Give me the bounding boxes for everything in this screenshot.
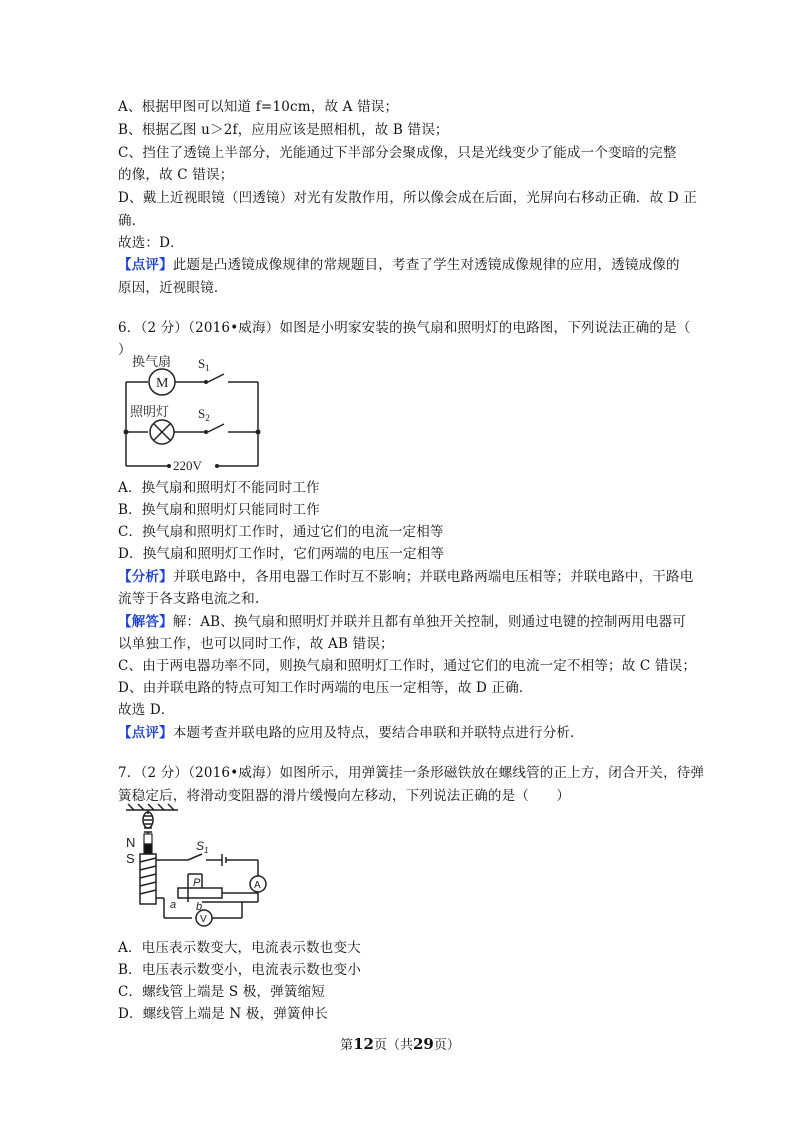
- footer-prefix: 第: [340, 1038, 354, 1053]
- q6-analysis-cont: 流等于各支路电流之和.: [118, 591, 260, 607]
- q6-option-d: D．换气扇和照明灯工作时，它们两端的电压一定相等: [118, 546, 445, 562]
- q5-option-d-explain: D、戴上近视眼镜（凹透镜）对光有发散作用，所以像会成在后面，光屏向右移动正确．故 D 正: [118, 190, 698, 206]
- switch-s2-label: $S_2$: [198, 406, 210, 423]
- q6-solution-line-2: 以单独工作，也可以同时工作，故 AB 错误；: [118, 636, 394, 652]
- switch-s1-label: $S_1$: [196, 839, 209, 855]
- q7-stem-cont: 簧稳定后，将滑动变阻器的滑片缓慢向左移动，下列说法正确的是（ ）: [118, 788, 571, 804]
- q6-solution-line-4: D、由并联电路的特点可知工作时两端的电压一定相等，故 D 正确．: [118, 680, 533, 696]
- footer-mid: 页（共: [373, 1038, 413, 1053]
- rheostat-symbol: [178, 888, 222, 898]
- q6-stem-cont: ）: [118, 342, 132, 358]
- q7-option-a: A．电压表示数变大，电流表示数也变大: [118, 940, 361, 956]
- voltage-label: 220V: [173, 458, 202, 473]
- q6-stem: 6．（2 分）（2016•威海）如图是小明家安装的换气扇和照明灯的电路图，下列说法正确的是（: [118, 320, 691, 336]
- q6-circuit-diagram: [118, 354, 268, 474]
- q5-comment: [118, 255, 680, 275]
- q5-comment-text: 此题是凸透镜成像规律的常规题目，考查了学生对透镜成像规律的应用，透镜成像的: [172, 257, 680, 273]
- magnet-s-end: [144, 844, 152, 854]
- magnet-n-end: [144, 834, 152, 844]
- q5-comment-cont: 原因，近视眼镜．: [118, 280, 228, 296]
- comment-tag: 【点评】: [118, 725, 173, 741]
- motor-letter: M: [156, 376, 169, 391]
- coil-windings: [140, 858, 156, 894]
- q7-stem: 7．（2 分）（2016•威海）如图所示，用弹簧挂一条形磁铁放在螺线管的正上方，闭合开关，待弹: [118, 765, 705, 781]
- end-a-label: a: [170, 899, 177, 911]
- q5-option-d-explain-cont: 确．: [118, 213, 146, 229]
- q6-comment-text: 本题考查并联电路的应用及特点，要结合串联和并联特点进行分析．: [172, 725, 584, 741]
- q6-solution-text: 解：AB、换气扇和照明灯并联并且都有单独开关控制，则通过电键的控制两用电器可: [172, 614, 687, 630]
- solution-tag: 【解答】: [118, 614, 173, 630]
- q6-option-c: C．换气扇和照明灯工作时，通过它们的电流一定相等: [118, 524, 444, 540]
- q6-analysis: [118, 567, 693, 587]
- q6-comment: [118, 723, 584, 743]
- q6-solution: [118, 612, 686, 632]
- q7-option-c: C．螺线管上端是 S 极，弹簧缩短: [118, 984, 326, 1000]
- switch-s1-label: $S_1$: [198, 356, 210, 373]
- comment-tag: 【点评】: [118, 257, 173, 273]
- ammeter-letter: A: [254, 880, 261, 891]
- analysis-tag: 【分析】: [118, 569, 173, 585]
- pole-s-label: S: [126, 851, 135, 866]
- footer-total-pages: 29: [413, 1035, 434, 1053]
- q5-answer: 故选：D．: [118, 235, 184, 251]
- q6-solution-line-3: C、由于两电器功率不同，则换气扇和照明灯工作时，通过它们的电流一定不相等；故 C 错误；: [118, 658, 697, 674]
- footer-page-number: 12: [353, 1035, 374, 1053]
- voltmeter-letter: V: [200, 914, 207, 925]
- q5-option-c-explain: C、挡住了透镜上半部分，光能通过下半部分会聚成像，只是光线变少了能成一个变暗的完整: [118, 145, 677, 161]
- q6-option-a: A．换气扇和照明灯不能同时工作: [118, 480, 320, 496]
- pole-n-label: N: [126, 835, 136, 850]
- q7-circuit-diagram: [118, 802, 278, 932]
- q7-option-b: B．电压表示数变小，电流表示数也变小: [118, 962, 362, 978]
- page-footer: [0, 1034, 800, 1053]
- q5-option-a-explain: A、根据甲图可以知道 f=10cm，故 A 错误；: [118, 99, 399, 115]
- q5-option-c-explain-cont: 的像，故 C 错误；: [118, 167, 234, 183]
- q6-solution-line-5: 故选 D．: [118, 702, 175, 718]
- end-b-label: b: [196, 901, 203, 913]
- footer-suffix: 页）: [433, 1038, 460, 1053]
- q7-option-d: D．螺线管上端是 N 极，弹簧伸长: [118, 1006, 329, 1022]
- q5-option-b-explain: B、根据乙图 u＞2f，应用应该是照相机，故 B 错误；: [118, 122, 449, 138]
- q6-option-b: B．换气扇和照明灯只能同时工作: [118, 502, 320, 518]
- slider-label: P: [193, 877, 201, 889]
- q6-analysis-text: 并联电路中，各用电器工作时互不影响；并联电路两端电压相等；并联电路中，干路电: [172, 569, 694, 585]
- fan-label: 换气扇: [132, 354, 172, 369]
- lamp-label: 照明灯: [130, 404, 170, 419]
